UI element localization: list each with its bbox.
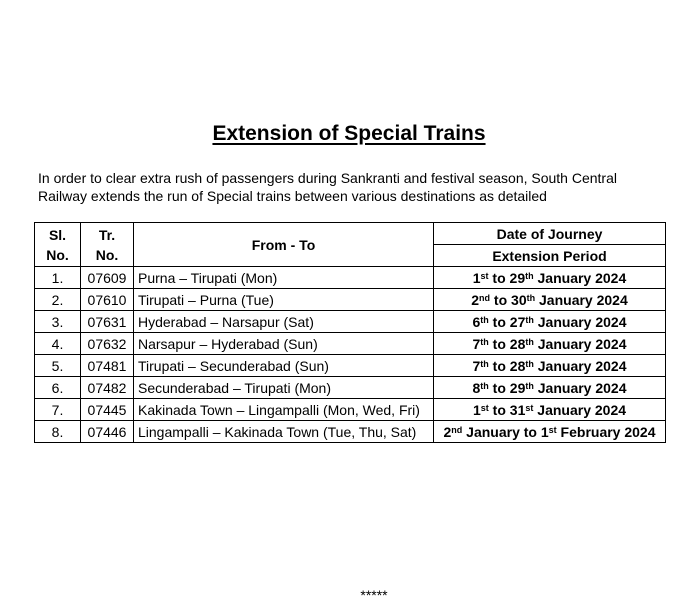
cell-route: Hyderabad – Narsapur (Sat)	[134, 311, 434, 333]
period-text: to 28	[488, 335, 526, 352]
ordinal-suffix: th	[480, 358, 489, 369]
cell-route: Lingampalli – Kakinada Town (Tue, Thu, Sat)	[134, 421, 434, 443]
table-row	[35, 267, 666, 289]
period-text: February 2024	[556, 423, 656, 440]
ordinal-suffix: nd	[451, 424, 463, 435]
ordinal-suffix: nd	[479, 292, 491, 303]
cell-route: Secunderabad – Tirupati (Mon)	[134, 377, 434, 399]
header-from-to: From - To	[134, 223, 434, 267]
period-text: to 27	[488, 313, 526, 330]
ordinal-suffix: st	[525, 402, 534, 413]
cell-train-no: 07609	[81, 267, 134, 289]
ordinal-suffix: st	[480, 402, 489, 413]
cell-extension-period	[434, 399, 666, 421]
table-row	[35, 311, 666, 333]
header-train-no	[81, 223, 134, 267]
period-text: 6	[472, 313, 481, 330]
period-text: January 2024	[533, 357, 627, 374]
header-sl-no	[35, 223, 81, 267]
header-tr-line2: No.	[95, 246, 119, 263]
cell-train-no: 07610	[81, 289, 134, 311]
table-row	[35, 289, 666, 311]
period-text: 2	[443, 423, 452, 440]
footer-asterisks: *****	[360, 587, 388, 603]
cell-extension-period	[434, 267, 666, 289]
period-text: January 2024	[533, 269, 627, 286]
period-text: to 29	[488, 269, 526, 286]
period-text: to 28	[488, 357, 526, 374]
period-text: 8	[472, 379, 481, 396]
cell-train-no: 07445	[81, 399, 134, 421]
cell-sl-no: 5.	[35, 355, 81, 377]
special-trains-table	[34, 222, 666, 443]
ordinal-suffix: th	[526, 292, 536, 303]
intro-paragraph: In order to clear extra rush of passengers during Sankranti and festival season, South Central Railway extends the run of Special trains between various destinations as detailed	[38, 170, 617, 204]
ordinal-suffix: st	[480, 270, 489, 281]
header-extension-period: Extension Period	[434, 245, 666, 267]
cell-train-no: 07482	[81, 377, 134, 399]
cell-sl-no: 3.	[35, 311, 81, 333]
cell-extension-period	[434, 377, 666, 399]
header-sl-line2: No.	[46, 246, 69, 263]
period-text: January 2024	[533, 335, 627, 352]
ordinal-suffix: th	[525, 358, 534, 369]
period-text: 2	[471, 291, 480, 308]
cell-train-no: 07631	[81, 311, 134, 333]
header-tr-line1: Tr.	[98, 226, 116, 243]
ordinal-suffix: th	[525, 314, 534, 325]
cell-route: Tirupati – Secunderabad (Sun)	[134, 355, 434, 377]
period-text: 7	[472, 335, 481, 352]
period-text: January 2024	[533, 379, 627, 396]
ordinal-suffix: st	[548, 424, 557, 435]
cell-extension-period	[434, 421, 666, 443]
cell-extension-period	[434, 289, 666, 311]
cell-route: Purna – Tirupati (Mon)	[134, 267, 434, 289]
cell-train-no: 07632	[81, 333, 134, 355]
cell-route: Narsapur – Hyderabad (Sun)	[134, 333, 434, 355]
cell-sl-no: 2.	[35, 289, 81, 311]
ordinal-suffix: th	[480, 380, 489, 391]
period-text: January 2024	[535, 291, 628, 308]
header-date-of-journey: Date of Journey	[434, 223, 666, 245]
period-text: 1	[472, 269, 481, 286]
table-row	[35, 333, 666, 355]
header-sl-line1: Sl.	[48, 226, 67, 243]
cell-route: Kakinada Town – Lingampalli (Mon, Wed, Fri)	[134, 399, 434, 421]
cell-sl-no: 7.	[35, 399, 81, 421]
cell-sl-no: 4.	[35, 333, 81, 355]
table-row	[35, 399, 666, 421]
table-row	[35, 355, 666, 377]
ordinal-suffix: th	[525, 270, 534, 281]
period-text: to 31	[488, 401, 526, 418]
period-text: to 29	[488, 379, 526, 396]
ordinal-suffix: th	[480, 336, 489, 347]
page-title: Extension of Special Trains	[212, 122, 486, 145]
cell-extension-period	[434, 311, 666, 333]
table-row	[35, 377, 666, 399]
period-text: to 30	[490, 291, 527, 308]
period-text: January to 1	[462, 423, 549, 440]
cell-train-no: 07446	[81, 421, 134, 443]
period-text: January 2024	[533, 313, 627, 330]
ordinal-suffix: th	[525, 336, 534, 347]
table-row	[35, 421, 666, 443]
period-text: January 2024	[533, 401, 627, 418]
cell-route: Tirupati – Purna (Tue)	[134, 289, 434, 311]
cell-sl-no: 6.	[35, 377, 81, 399]
cell-train-no: 07481	[81, 355, 134, 377]
cell-extension-period	[434, 355, 666, 377]
cell-extension-period	[434, 333, 666, 355]
period-text: 7	[472, 357, 481, 374]
ordinal-suffix: th	[480, 314, 489, 325]
ordinal-suffix: th	[525, 380, 534, 391]
period-text: 1	[472, 401, 481, 418]
cell-sl-no: 8.	[35, 421, 81, 443]
cell-sl-no: 1.	[35, 267, 81, 289]
